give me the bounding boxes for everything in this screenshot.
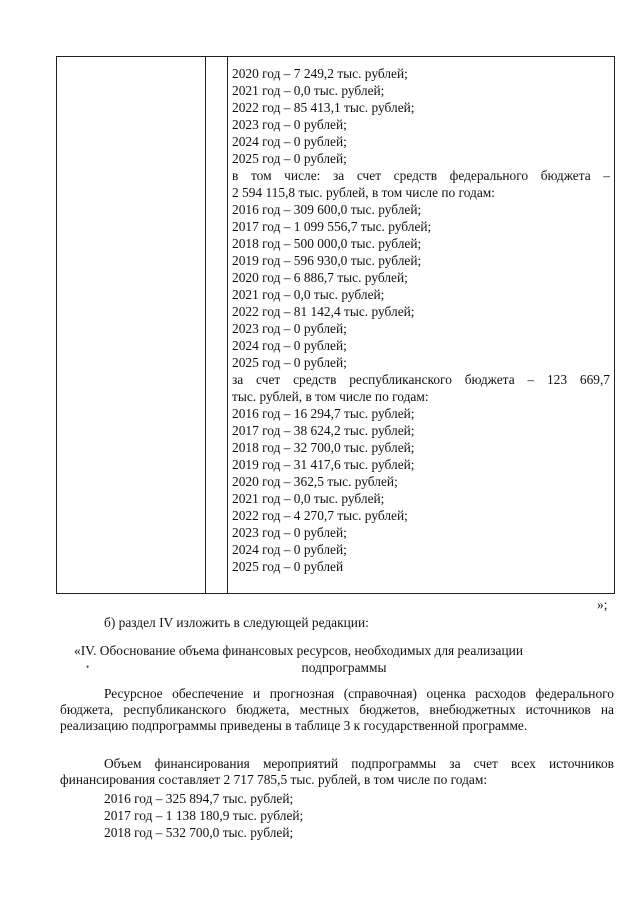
cell-line: 2025 год – 0 рублей bbox=[232, 559, 344, 574]
closing-quote: »; bbox=[597, 597, 608, 612]
year-line: 2017 год – 1 138 180,9 тыс. рублей; bbox=[104, 808, 304, 823]
paragraph-text: Ресурсное обеспечение и прогнозная (справочная) оценка расходов федерального бюджета, республиканского бюджета, местных бюджетов, внебюджетных источников на реализацию подпрограммы приведены в таблице 3 к государственной программе. bbox=[60, 686, 614, 733]
cell-line: в том числе: за счет средств федерального бюджета – bbox=[232, 168, 610, 183]
cell-line: 2021 год – 0,0 тыс. рублей; bbox=[232, 287, 385, 302]
cell-line: 2021 год – 0,0 тыс. рублей; bbox=[232, 83, 385, 98]
table-cell-financing bbox=[232, 65, 610, 575]
cell-line: 2024 год – 0 рублей; bbox=[232, 338, 347, 353]
year-line: 2016 год – 325 894,7 тыс. рублей; bbox=[104, 791, 294, 806]
cell-line: 2018 год – 32 700,0 тыс. рублей; bbox=[232, 440, 415, 455]
year-line: 2018 год – 532 700,0 тыс. рублей; bbox=[104, 825, 294, 840]
cell-line: тыс. рублей, в том числе по годам: bbox=[232, 389, 429, 404]
cell-line: 2022 год – 81 142,4 тыс. рублей; bbox=[232, 304, 415, 319]
cell-line: 2023 год – 0 рублей; bbox=[232, 321, 347, 336]
cell-line: 2022 год – 85 413,1 тыс. рублей; bbox=[232, 100, 415, 115]
cell-line: 2024 год – 0 рублей; bbox=[232, 134, 347, 149]
cell-line: за счет средств республиканского бюджета – 123 669,7 bbox=[232, 372, 610, 387]
cell-line: 2016 год – 16 294,7 тыс. рублей; bbox=[232, 406, 415, 421]
cell-line: 2019 год – 31 417,6 тыс. рублей; bbox=[232, 457, 415, 472]
table-column-divider bbox=[227, 57, 228, 593]
amendment-item-b: б) раздел IV изложить в следующей редакции: bbox=[104, 615, 369, 630]
cell-line: 2025 год – 0 рублей; bbox=[232, 355, 347, 370]
cell-line: 2022 год – 4 270,7 тыс. рублей; bbox=[232, 508, 408, 523]
year-list bbox=[104, 790, 303, 841]
paragraph-resources bbox=[60, 686, 614, 734]
cell-line: 2019 год – 596 930,0 тыс. рублей; bbox=[232, 253, 422, 268]
cell-line: 2017 год – 38 624,2 тыс. рублей; bbox=[232, 423, 415, 438]
cell-line: 2020 год – 7 249,2 тыс. рублей; bbox=[232, 66, 408, 81]
table-column-divider bbox=[205, 57, 206, 593]
cell-line: 2024 год – 0 рублей; bbox=[232, 542, 347, 557]
cell-line: 2023 год – 0 рублей; bbox=[232, 525, 347, 540]
financing-table bbox=[56, 56, 615, 594]
cell-line: 2017 год – 1 099 556,7 тыс. рублей; bbox=[232, 219, 432, 234]
section-heading-line2: подпрограммы bbox=[301, 660, 387, 675]
cell-line: 2020 год – 6 886,7 тыс. рублей; bbox=[232, 270, 408, 285]
cell-line: 2016 год – 309 600,0 тыс. рублей; bbox=[232, 202, 422, 217]
paragraph-volume bbox=[60, 756, 614, 788]
paragraph-text: Объем финансирования мероприятий подпрограммы за счет всех источников финансирования составляет 2 717 785,5 тыс. рублей, в том числе по годам: bbox=[60, 756, 614, 787]
section-heading bbox=[74, 642, 614, 676]
cell-line: 2023 год – 0 рублей; bbox=[232, 117, 347, 132]
cell-line: 2025 год – 0 рублей; bbox=[232, 151, 347, 166]
cell-line: 2018 год – 500 000,0 тыс. рублей; bbox=[232, 236, 422, 251]
section-heading-line1: «IV. Обоснование объема финансовых ресурсов, необходимых для реализации bbox=[74, 643, 523, 658]
cell-line: 2020 год – 362,5 тыс. рублей; bbox=[232, 474, 398, 489]
cell-line: 2021 год – 0,0 тыс. рублей; bbox=[232, 491, 385, 506]
scan-speck: • bbox=[86, 662, 90, 672]
cell-line: 2 594 115,8 тыс. рублей, в том числе по годам: bbox=[232, 185, 495, 200]
